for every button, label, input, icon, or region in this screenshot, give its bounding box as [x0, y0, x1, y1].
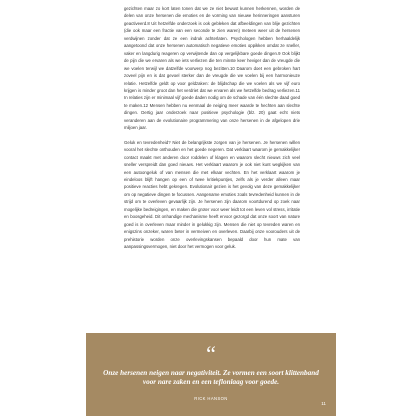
pull-quote-author: RICK HANSON: [194, 396, 228, 401]
body-text-column: [124, 5, 300, 251]
page-number: 11: [321, 401, 326, 406]
pull-quote-box: [86, 333, 336, 416]
quote-mark-icon: “: [206, 341, 216, 366]
body-paragraph-2: Geluk en tevredenheid? Niet de belangrijkste zorgen van je hersenen. Je hersenen willen vooral het slechte onthouden en het goede negeren. Dat verklaart waarom je gemakkelijker contact maakt met anderen door roddelen of klagen en waarom slecht nieuws zich veel sneller verspreidt dan goed nieuws. Het verklaart waarom je ook niet kunt wegkijken van een autoongeluk of van mensen die met elkaar vechten. En het verklaart waarom je eindeloos blijft hangen op een of twee kritiekpuntjes, zelfs als je verder alleen maar positieve reacties hebt gekregen. Evolutionair gezien is het gevolg van deze gemakkelijker om op negatieve dingen te focussen. Aangename emoties zoals tevredenheid kunnen in de strijd om te overleven gevaarlijk zijn. Je hersenen zijn daarom voortdurend op zoek naar mogelijke bedreigingen, en maken die groter voor weer leidt tot een leven vol stress, irritatie en boosgeheid. Dit onhandige mechanisme heeft ervoor gezorgd dat onze soort van nature goed is in overleven maar minder in gelukkig zijn. Mensen die niet op tevreden waren en enigszins onzeker, waren beter in vermeiven en overleven. Daarbij onze voorouders uit de prehistorie worden onze overlevingskansen bepaald door hun mate van aanpassingsvermogen, niet door het vermogen voor geluk.: [124, 139, 300, 250]
body-paragraph-1: gezichten maar zo kort laten tonen dat we ze niet bewust kunnen herkennen, worden de delen van onze hersenen die emoties en de vorming van nieuwe herinneringen aansturen geactiveerd.8 Uit hetzelfde onderzoek is ook gebleken dat afbeeldingen van blije gezichten (die ook maar een fractie van een seconde te zien waren) meteen weer uit de hersenen verdwijnen zonder dat ze een indruk achterlaten. Psychologen hebben herhaaldelijk aangetoond dat onze hersenen automatisch negatieve emoties oppikken omdat ze sneller, vaker en langdurig reageren op verwijtende dan op vergelijkbare goede dingen.9 Ook blijkt de pijn die we ervaren als we iets verliezen die ten minste keer heviger dan de vreugde die we voelen terwijl we datzelfde voorwerp nog bezitten.10 Daarom doet een gebroken hart zoveel pijn en is dat gevoel sterker dan de vreugde die we voelen bij een harmonieuze relatie. Hetzelfde geldt op voor geldzaken: de blijdschap die we voelen als we vijf euro krijgen is minder groot dan het verdriet dat we ervaren als we hetzelfde bedrag verliezen.11 In relaties zijn er minimaal vijf goede daden nodig om de schade van één slechte daad goed te maken.12 Mensen hebben nu eenmaal de neiging meer waarde te hechten aan slechte dingen. Dertig jaar onderzoek naar positieve psychologie (blz. 20) gaat echt niets veranderen aan de evolutionaire programmering van onze hersenen in de afgelopen drie miljoen jaar.: [124, 6, 300, 131]
pull-quote-text: Onze hersenen neigen naar negativiteit. Ze vormen een soort klittenband voor nare zaken en een teflonlaag voor goede.: [103, 369, 319, 386]
